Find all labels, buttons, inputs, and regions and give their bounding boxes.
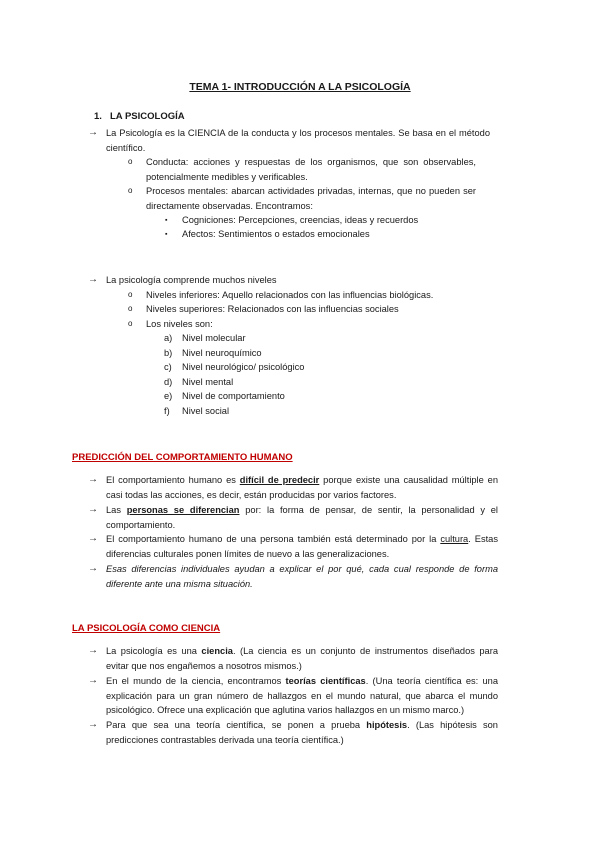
square-bullet-icon: ▪ [165, 217, 168, 224]
paragraph-diferencias-individuales: Esas diferencias individuales ayudan a explicar el por qué, cada cual responde de forma diferente ante una misma situación. [106, 564, 498, 589]
arrow-icon: → [88, 504, 98, 515]
arrow-icon: → [88, 533, 98, 544]
level-label: e) [164, 391, 173, 401]
subitem-niveles-inferiores: Niveles inferiores: Aquello relacionados con las influencias biológicas. [146, 290, 434, 300]
arrow-icon: → [88, 645, 98, 656]
arrow-icon: → [88, 274, 98, 285]
subitem-niveles-superiores: Niveles superiores: Relacionados con las influencias sociales [146, 304, 399, 314]
circle-bullet-icon: o [128, 290, 133, 299]
circle-bullet-icon: o [128, 319, 133, 328]
paragraph-teorias-cientificas: En el mundo de la ciencia, encontramos teorías científicas. (Una teoría científica es: una explicación para un gran número de hallazgos en el mundo natural, que abarca el mundo psicológico. Ofrece una explicación que aglutina varios hallazgos en un mismo marco.) [106, 676, 498, 716]
section-heading-ciencia: LA PSICOLOGÍA COMO CIENCIA [72, 623, 221, 634]
circle-bullet-icon: o [128, 157, 133, 166]
level-item: Nivel social [182, 406, 230, 416]
paragraph-cultura: El comportamiento humano de una persona también está determinado por la cultura. Estas diferencias culturales ponen límites de nuevo a las generalizaciones. [106, 534, 498, 559]
level-label: a) [164, 333, 173, 343]
section-heading-prediccion: PREDICCIÓN DEL COMPORTAMIENTO HUMANO [72, 452, 293, 463]
subitem-procesos-mentales: Procesos mentales: abarcan actividades privadas, internas, que no pueden ser directamente observadas. Encontramos: [146, 186, 476, 211]
level-item: Nivel molecular [182, 333, 246, 343]
section-heading-psicologia [94, 110, 185, 125]
arrow-icon: → [88, 675, 98, 686]
paragraph-personas-diferencian: Las personas se diferencian por: la forma de pensar, de sentir, la personalidad y el comportamiento. [106, 505, 498, 530]
circle-bullet-icon: o [128, 186, 133, 195]
paragraph-psicologia-ciencia: La psicología es una ciencia. (La ciencia es un conjunto de instrumentos diseñados para evitar que nos engañemos a nosotros mismos.) [106, 646, 498, 671]
paragraph-dificil-predecir: El comportamiento humano es difícil de predecir porque existe una causalidad múltiple en casi todas las acciones, es decir, están producidas por varios factores. [106, 475, 498, 500]
level-label: b) [164, 348, 173, 358]
circle-bullet-icon: o [128, 304, 133, 313]
subitem-conducta: Conducta: acciones y respuestas de los organismos, que son observables, potencialmente medibles y verificables. [146, 157, 476, 182]
arrow-icon: → [88, 563, 98, 574]
level-item: Nivel mental [182, 377, 234, 387]
level-label: d) [164, 377, 173, 387]
paragraph-definition: La Psicología es la CIENCIA de la conducta y los procesos mentales. Se basa en el método científico. [106, 128, 490, 153]
paragraph-hipotesis: Para que sea una teoría científica, se ponen a prueba hipótesis. (Las hipótesis son predicciones contrastables derivada una teoría científica.) [106, 720, 498, 745]
level-item: Nivel neuroquímico [182, 348, 262, 358]
arrow-icon: → [88, 474, 98, 485]
subitem-niveles-son: Los niveles son: [146, 319, 213, 329]
document-title: TEMA 1- INTRODUCCIÓN A LA PSICOLOGÍA [189, 81, 411, 93]
level-label: f) [164, 406, 170, 416]
level-item: Nivel neurológico/ psicológico [182, 362, 305, 372]
bullet-afectos: Afectos: Sentimientos o estados emocionales [182, 229, 370, 239]
section-heading-text: LA PSICOLOGÍA [110, 111, 185, 122]
arrow-icon: → [88, 127, 98, 138]
level-item: Nivel de comportamiento [182, 391, 285, 401]
arrow-icon: → [88, 719, 98, 730]
section-number: 1. [94, 111, 102, 122]
square-bullet-icon: ▪ [165, 231, 168, 238]
paragraph-niveles: La psicología comprende muchos niveles [106, 275, 277, 285]
level-label: c) [164, 362, 172, 372]
bullet-cogniciones: Cogniciones: Percepciones, creencias, ideas y recuerdos [182, 215, 419, 225]
